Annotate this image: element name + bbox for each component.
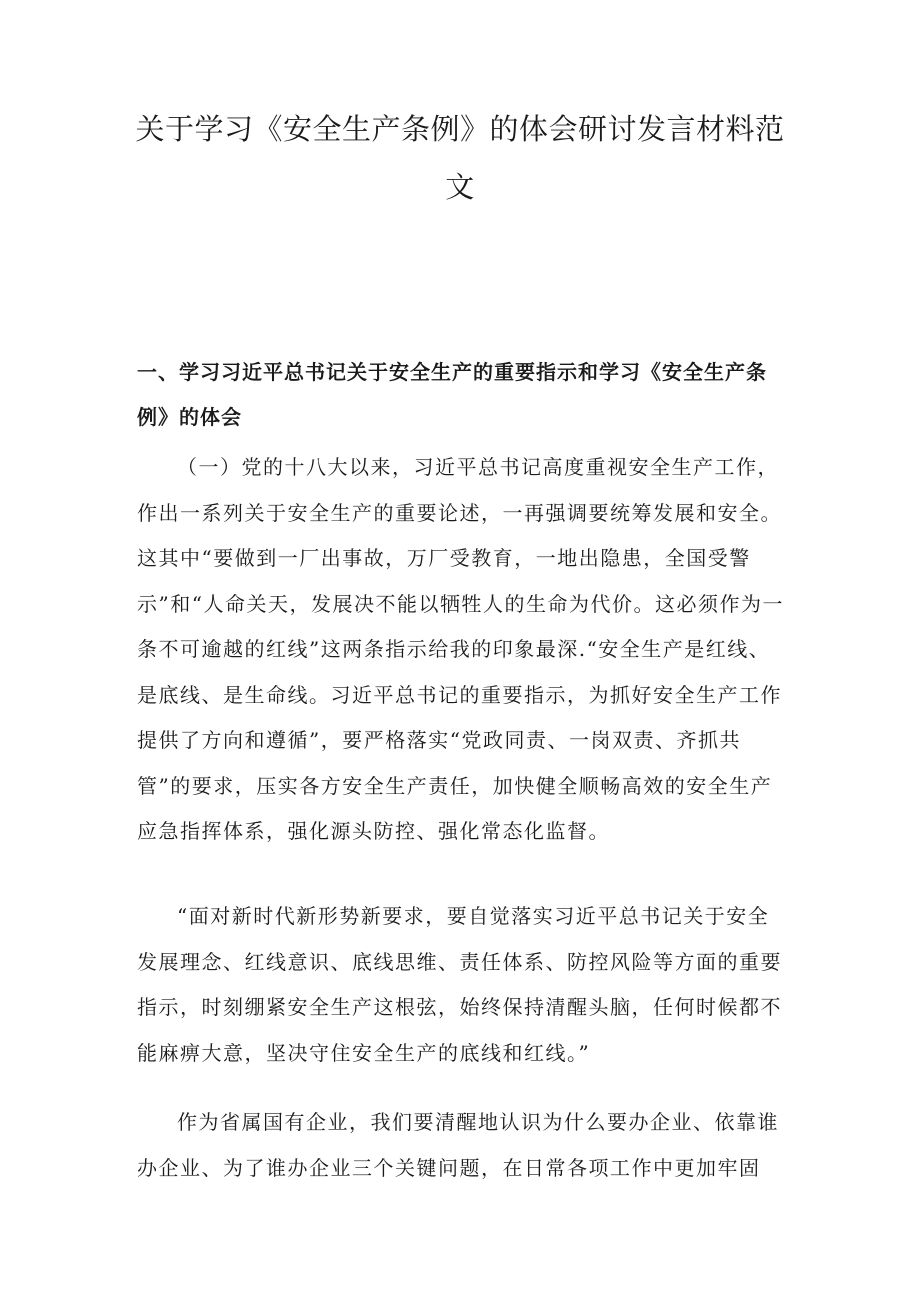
paragraph-3: 作为省属国有企业，我们要清醒地认识为什么要办企业、依靠谁办企业、为了谁办企业三个关键问题，在日常各项工作中更加牢固: [137, 1110, 779, 1180]
paragraph-1: （一）党的十八大以来，习近平总书记高度重视安全生产工作，作出一系列关于安全生产的重要论述，一再强调要统筹发展和安全。这其中“要做到一厂出事故，万厂受教育，一地出隐患，全国受警示”和“人命关天，发展决不能以牺牲人的生命为代价。这必须作为一条不可逾越的红线”这两条指示给我的印象最深.“安全生产是红线、是底线、是生命线。习近平总书记的重要指示，为抓好安全生产工作提供了方向和遵循”，要严格落实“党政同责、一岗双责、齐抓共管”的要求，压实各方安全生产责任，加快健全顺畅高效的安全生产应急指挥体系，强化源头防控、强化常态化监督。: [137, 455, 784, 843]
paragraph-2: “面对新时代新形势新要求，要自觉落实习近平总书记关于安全发展理念、红线意识、底线思维、责任体系、防控风险等方面的重要指示，时刻绷紧安全生产这根弦，始终保持清醒头脑，任何时候都不能麻痹大意，坚决守住安全生产的底线和红线。”: [137, 904, 782, 1065]
document-title: 关于学习《安全生产条例》的体会研讨发言材料范文: [135, 112, 785, 204]
section-heading: 一、学习习近平总书记关于安全生产的重要指示和学习《安全生产条例》的体会: [137, 360, 767, 429]
